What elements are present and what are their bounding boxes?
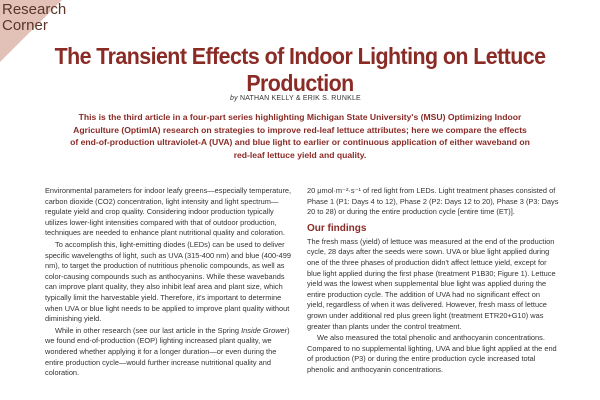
left-paragraph-3-b: ) we found end-of-production (EOP) lighting increased plant quality, we wondered whether applying it for a longer duration—or even during the entire production cycle—would further increase nutritional quality and coloration.: [45, 325, 290, 378]
section-label-line1: Research: [2, 1, 67, 18]
section-label: [2, 2, 66, 34]
article-title: The Transient Effects of Indoor Lighting on Lettuce Production: [54, 43, 546, 96]
right-paragraph-2: The fresh mass (yield) of lettuce was measured at the end of the production cycle, 28 days after the seeds were sown. UVA or blue light applied during one of the three phases of production didn't affect lettuce yield, except for blue light applied during the first phase (treatment P1B30; Figure 1). Lettuce yield was the lowest when supplemental blue light was applied during the entire production cycle. The addition of UVA had no significant effect on yield, regardless of when it was delivered. However, fresh mass of lettuce grown under additional red plus green light (treatment ETR20+G10) was greater than plants under the control treatment.: [307, 236, 556, 331]
left-paragraph-2: To accomplish this, light-emitting diodes (LEDs) can be used to deliver specific wavelengths of light, such as UVA (315-400 nm) and blue (400-499 nm), to target the production of nutritious phenolic compounds, as well as color-causing compounds such as anthocyanins. While these wavebands can improve plant quality, they also inhibit leaf area and plant size, which typically limit the harvestable yield. Therefore, it's important to determine when UVA or blue light needs to be applied to improve plant quality without diminishing yield.: [45, 239, 291, 324]
section-heading-findings: Our findings: [307, 222, 367, 234]
section-label-line2: Corner: [2, 17, 48, 34]
left-paragraph-3-a: While in other research (see our last article in the Spring: [55, 325, 242, 335]
left-paragraph-1: Environmental parameters for indoor leafy greens—especially temperature, carbon dioxide (CO2) concentration, light intensity and light spectrum—regulate yield and crop quality. Considering indoor production typically utilizes lower-light intensities compared with that of outdoor production, techniques are needed to enhance plant nutritional quality and coloration.: [45, 186, 292, 238]
right-paragraph-3: We also measured the total phenolic and anthocyanin concentrations. Compared to no supplemental lighting, UVA and blue light applied at the end of production (P3) or during the entire production cycle increased total phenolic and anthocyanin concentrations.: [307, 333, 557, 374]
byline-authors: NATHAN KELLY & ERIK S. RUNKLE: [239, 95, 361, 102]
right-column: [307, 186, 559, 377]
right-paragraph-1: 20 μmol·m⁻²·s⁻¹ of red light from LEDs. Light treatment phases consisted of Phase 1 (P1: Days 4 to 12), Phase 2 (P2: Days 12 to 20), Phase 3 (P3: Days 20 to 28) or during the entire production cycle [entire time (ET)].: [307, 186, 559, 217]
intro-deck: This is the third article in a four-part series highlighting Michigan State University's (MSU) Optimizing Indoor Agriculture (OptimIA) research on strategies to improve red-leaf lettuce attributes; here we compare the effects of end-of-production ultraviolet-A (UVA) and blue light to earlier or continuous application of either waveband on red-leaf lettuce yield and quality.: [70, 112, 530, 160]
magazine-name: Inside Grower: [241, 325, 288, 335]
left-column: [45, 186, 296, 380]
left-paragraph-3: [45, 326, 296, 379]
byline: [230, 95, 361, 102]
byline-prefix: by: [230, 95, 238, 102]
